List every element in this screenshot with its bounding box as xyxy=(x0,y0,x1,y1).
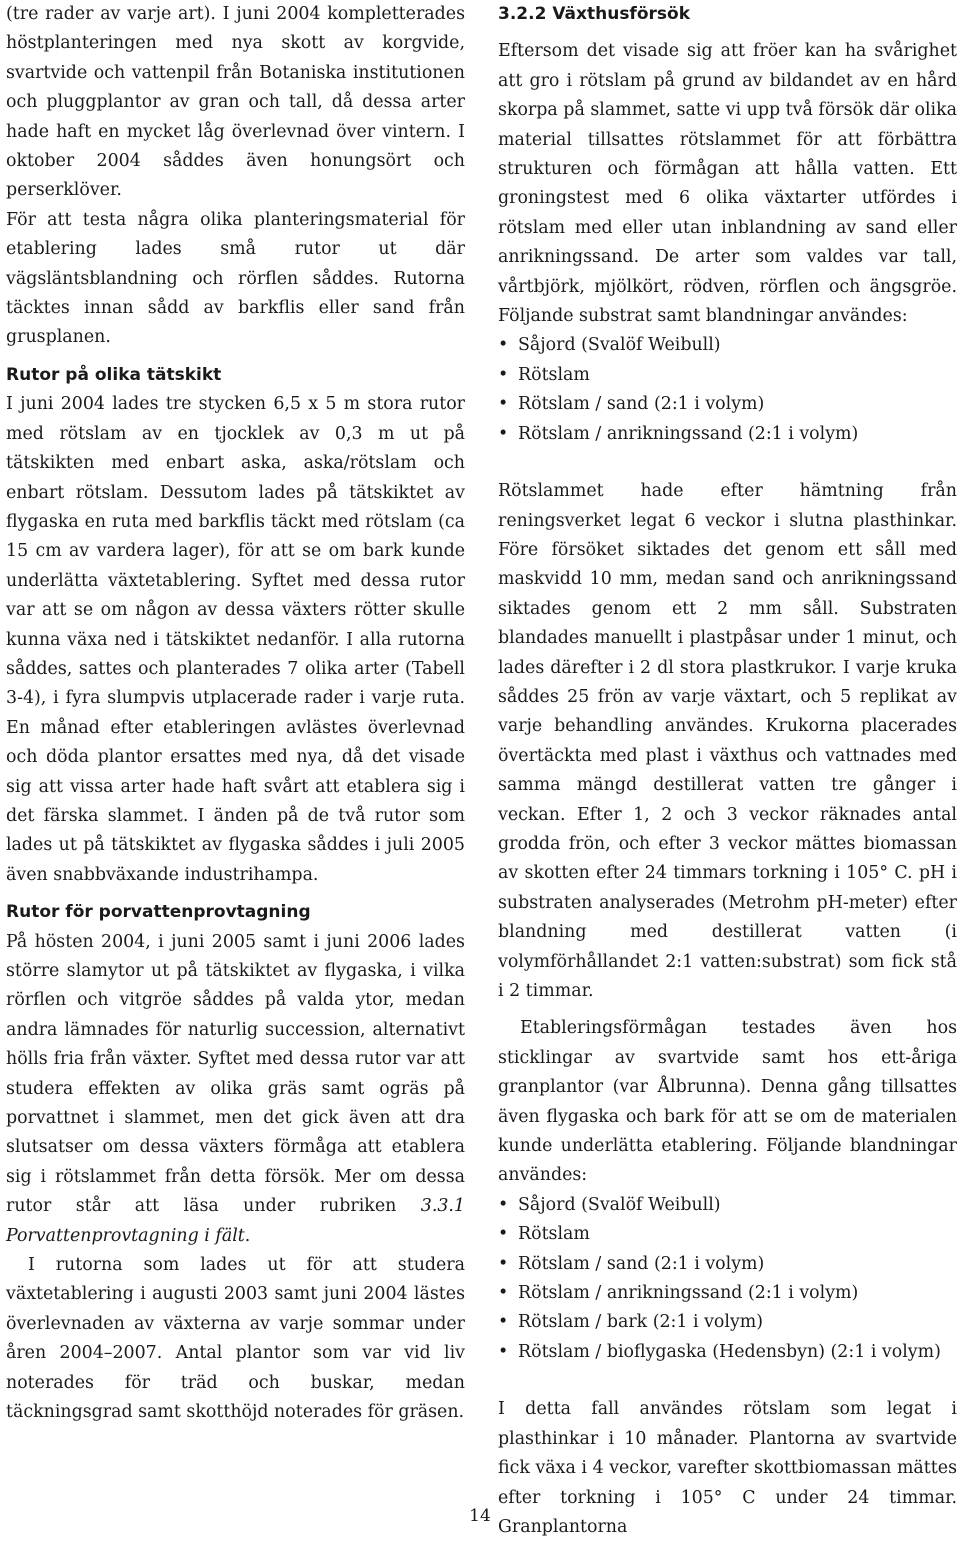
paragraph xyxy=(6,928,465,1251)
list-item: • Rötslam / sand (2:1 i volym) xyxy=(498,390,957,419)
list-item: • Rötslam xyxy=(498,361,957,390)
cross-reference: 3.3.1 Porvattenprovtagning i fält xyxy=(6,1196,465,1246)
list-item: • Såjord (Svalöf Weibull) xyxy=(498,1191,957,1220)
list-item: • Rötslam / bark (2:1 i volym) xyxy=(498,1308,957,1337)
list-item: • Rötslam / bioflygaska (Hedensbyn) (2:1 i volym) xyxy=(498,1338,957,1367)
list-item: • Rötslam xyxy=(498,1220,957,1249)
paragraph: I rutorna som lades ut för att studera växtetablering i augusti 2003 samt juni 2004 lästes överlevnaden av växterna av varje sommar under åren 2004–2007. Antal plantor som var vid liv noterades för träd och buskar, medan täckningsgrad samt skotthöjd noterades för gräsen. xyxy=(6,1255,465,1423)
list-item: • Såjord (Svalöf Weibull) xyxy=(498,331,957,360)
page-number: 14 xyxy=(469,1506,491,1526)
substrate-list xyxy=(498,331,957,449)
list-item: • Rötslam / sand (2:1 i volym) xyxy=(498,1250,957,1279)
paragraph: För att testa några olika planteringsmaterial för etablering lades små rutor ut där vägsläntsblandning och rörflen såddes. Rutorna täcktes innan sådd av barkflis eller sand från grusplanen. xyxy=(6,209,465,348)
paragraph: Etableringsförmågan testades även hos sticklingar av svartvide samt hos ett-åriga granplantor (var Ålbrunna). Denna gång tillsattes även flygaska och bark för att se om de materialen kunde underlätta etablering. Följande blandningar användes: xyxy=(498,1018,957,1186)
section-heading: Rutor på olika tätskikt xyxy=(6,364,222,385)
list-item: • Rötslam / anrikningssand (2:1 i volym) xyxy=(498,420,957,449)
paragraph: Rötslammet hade efter hämtning från reningsverket legat 6 veckor i slutna plasthinkar. Före försöket siktades det genom ett såll med maskvidd 10 mm, medan sand och anrikningssand siktades genom ett 2 mm såll. Substraten blandades manuellt i plastpåsar under 1 minut, och lades därefter i 2 dl stora plastkrukor. I varje kruka såddes 25 frön av varje växtart, och 5 replikat av varje behandling användes. Krukorna placerades övertäckta med plast i växthus och vattnades med samma mängd destillerat vatten tre gånger i veckan. Efter 1, 2 och 3 veckor räknades antal grodda frön, och efter 3 veckor mättes biomassan av skotten efter 24 timmars torkning i 105° C. pH i substraten analyserades (Metrohm pH-meter) efter blandning med destillerat vatten (i volymförhållandet 2:1 vatten:substrat) som fick stå i 2 timmar. xyxy=(498,481,957,1001)
right-column xyxy=(498,0,957,1542)
paragraph: (tre rader av varje art). I juni 2004 kompletterades höstplanteringen med nya skott av korgvide, svartvide och vattenpil från Botaniska institutionen och pluggplantor av gran och tall, då dessa arter hade haft en mycket låg överlevnad över vintern. I oktober 2004 såddes även honungsört och perserklöver. xyxy=(6,4,465,201)
paragraph: Eftersom det visade sig att fröer kan ha svårighet att gro i rötslam på grund av bildandet av en hård skorpa på slammet, satte vi upp två försök där olika material tillsattes rötslammet för att förbättra strukturen och förmågan att hålla vatten. Ett groningstest med 6 olika växtarter utfördes i rötslam med eller utan inblandning av sand eller anrikningssand. De arter som valdes var tall, vårtbjörk, mjölkört, rödven, rörflen och ängsgröe. Följande substrat samt blandningar användes: xyxy=(498,41,957,327)
paragraph: I detta fall användes rötslam som legat i plasthinkar i 10 månader. Plantorna av svartvide fick växa i 4 veckor, varefter skottbiomassan mättes efter torkning i 105° C under 24 timmar. Granplantorna xyxy=(498,1399,957,1537)
paragraph: I juni 2004 lades tre stycken 6,5 x 5 m stora rutor med rötslam av en tjocklek av 0,3 m ut på tätskikten med enbart aska, aska/rötslam och enbart rötslam. Dessutom lades på tätskiktet av flygaska en ruta med barkflis täckt med rötslam (ca 15 cm av vardera lager), för att se om bark kunde underlätta växtetablering. Syftet med dessa rutor var att se om någon av dessa växters rötter skulle kunna växa ned i tätskiktet nedanför. I alla rutorna såddes, sattes och planterades 7 olika arter (Tabell 3-4), i fyra slumpvis utplacerade rader i varje ruta. En månad efter etableringen avlästes överlevnad och döda plantor ersattes med nya, då det visade sig att vissa arter hade haft svårt att etablera sig i det färska slammet. I änden på de två rutor som lades ut på tätskiktet av flygaska såddes i juli 2005 även snabbväxande industrihampa. xyxy=(6,394,465,885)
paragraph-text: På hösten 2004, i juni 2005 samt i juni 2006 lades större slamytor ut på tätskiktet av flygaska, i vilka rörflen och vitgröe såddes på valda ytor, medan andra lämnades för naturlig succession, alternativt hölls fria från växter. Syftet med dessa rutor var att studera effekten av olika gräs samt ogräs på porvattnet i slammet, men det gick även att dra slutsatser om dessa växters förmåga att etablera sig i rötslammet från detta försök. Mer om dessa rutor står att läsa under rubriken xyxy=(6,931,465,1217)
mixture-list xyxy=(498,1191,957,1367)
paragraph-text: . xyxy=(244,1225,251,1246)
section-heading: Rutor för porvattenprovtagning xyxy=(6,902,311,923)
section-heading: 3.2.2 Växthusförsök xyxy=(498,4,690,24)
list-item: • Rötslam / anrikningssand (2:1 i volym) xyxy=(498,1279,957,1308)
left-column xyxy=(6,0,465,1428)
